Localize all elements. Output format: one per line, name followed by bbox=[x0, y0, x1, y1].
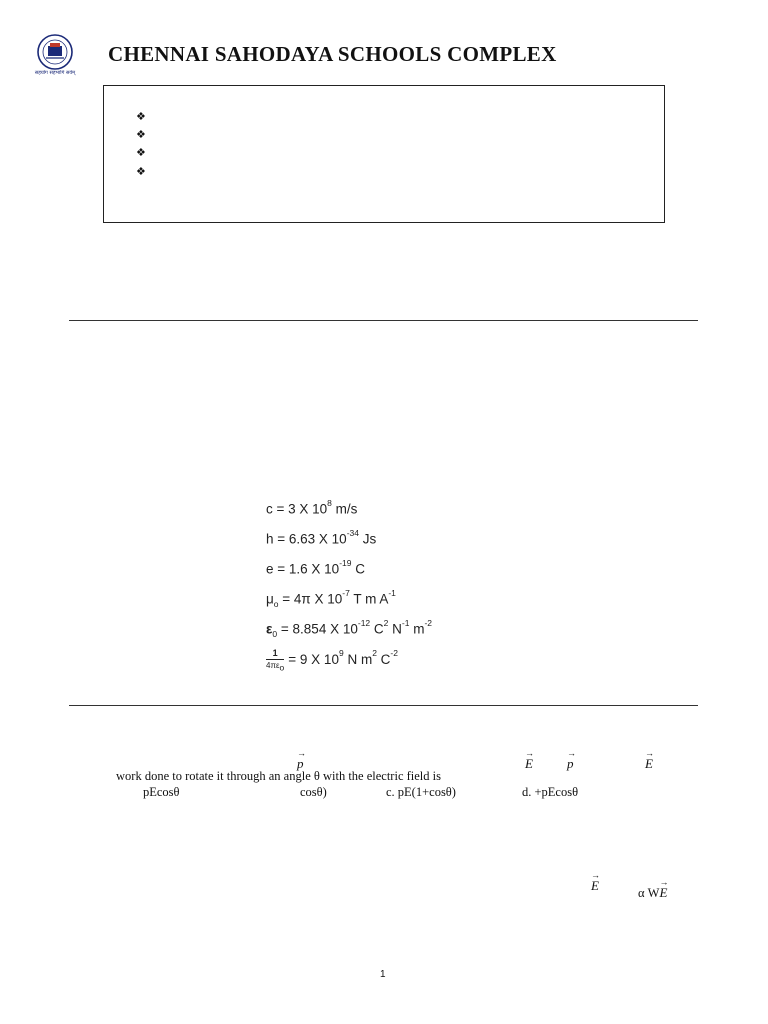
option-d: d. +pEcosθ bbox=[522, 785, 579, 799]
bullet-icon: ❖ bbox=[136, 129, 146, 141]
constant-coulomb: $\frac{1}{4\pi\varepsilon_o}$ = 9 X $10^9$ N $m^2$ $C^{-2}$ bbox=[266, 648, 398, 673]
option-c: c. pE(1+cosθ) bbox=[386, 785, 456, 799]
school-logo bbox=[26, 32, 84, 82]
bullet-icon: ❖ bbox=[136, 166, 146, 178]
fraction: $\frac{1}{4\pi\varepsilon_o}$ bbox=[266, 648, 285, 673]
bullet-icon: ❖ bbox=[136, 111, 146, 123]
vector-p: → p bbox=[567, 748, 576, 771]
constant-permittivity: $\varepsilon_0 = 8.854$ X $10^{-12}$ $C^2$ $N^{-1}$ $m^{-2}$ bbox=[266, 618, 433, 640]
vector-e: → E bbox=[525, 748, 534, 771]
constant-electron-charge: e = 1.6 X $10^{-19}$ C bbox=[266, 558, 365, 577]
option-a: pEcosθ bbox=[143, 785, 180, 799]
constant-planck: h = 6.63 X $10^{-34}$ Js bbox=[266, 528, 377, 547]
constant-permeability: $\mu_o = 4\pi$ X $10^{-7}$ T m $A^{-1}$ bbox=[266, 588, 396, 610]
question-2-fragment: α W → E bbox=[638, 877, 669, 900]
vector-p: → p bbox=[297, 748, 306, 771]
page-title: CHENNAI SAHODAYA SCHOOLS COMPLEX bbox=[108, 42, 557, 66]
divider bbox=[69, 705, 698, 706]
option-b: cosθ) bbox=[300, 785, 327, 799]
instructions-box bbox=[103, 85, 665, 223]
page-number: 1 bbox=[380, 969, 386, 980]
vector-e: → E bbox=[659, 877, 669, 900]
constant-speed-of-light: c = 3 X $10^8$ m/s bbox=[266, 498, 358, 517]
vector-e: → E bbox=[645, 748, 654, 771]
question-1-text: work done to rotate it through an angle θ with the electric field is bbox=[116, 769, 441, 783]
divider bbox=[69, 320, 698, 321]
vector-e: → E bbox=[591, 870, 600, 893]
bullet-icon: ❖ bbox=[136, 147, 146, 159]
logo-motto: सहयोग सहभागि सर्वम् bbox=[34, 70, 76, 76]
